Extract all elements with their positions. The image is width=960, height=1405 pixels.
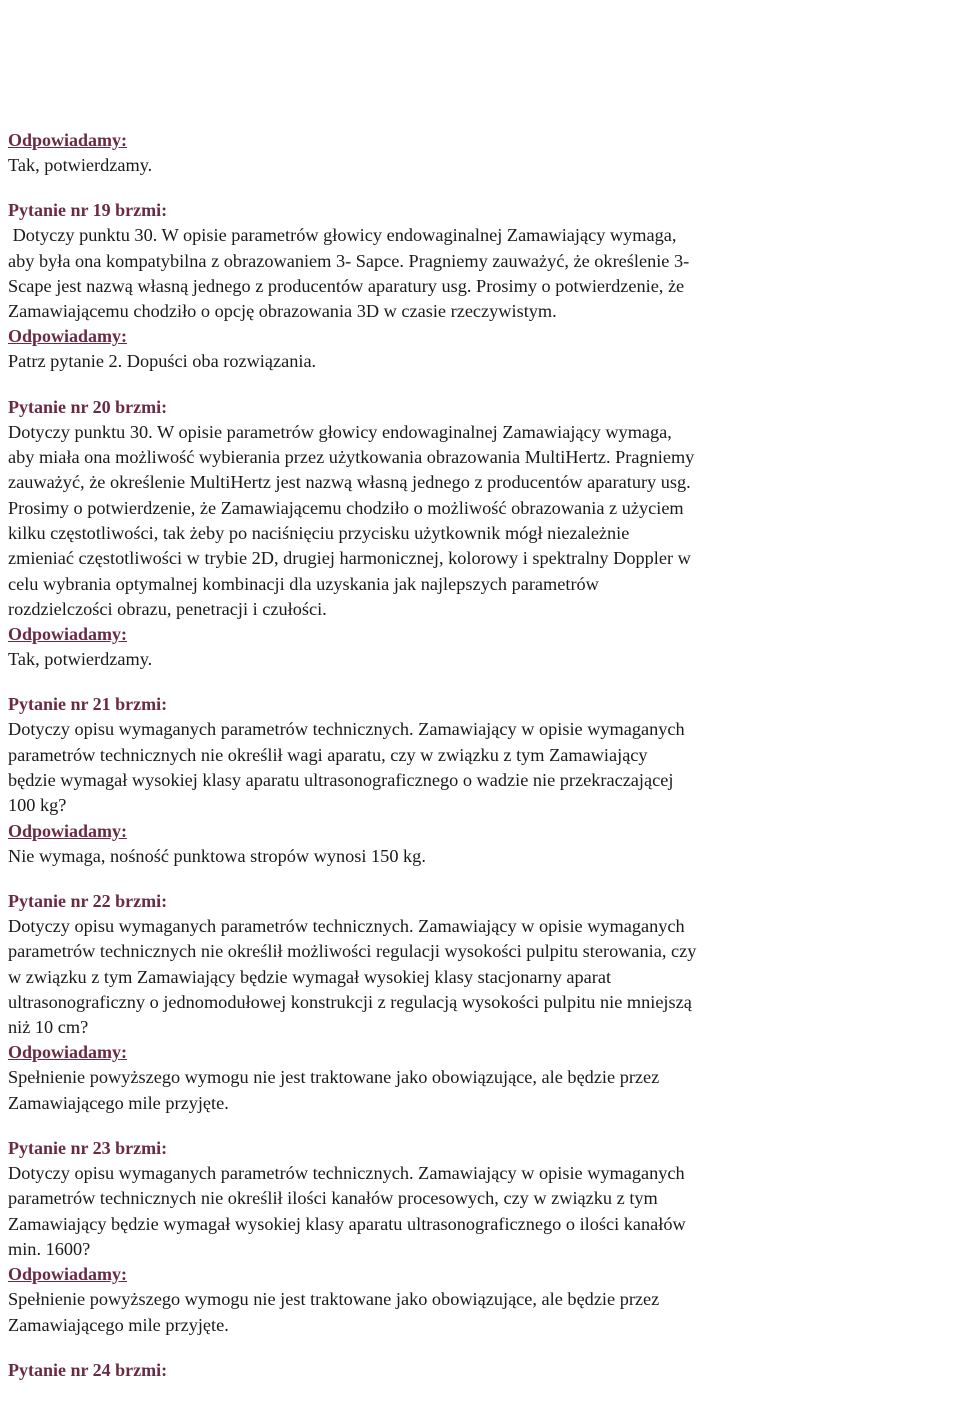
- question-line: w związku z tym Zamawiający będzie wymagał wysokiej klasy stacjonarny aparat: [8, 966, 612, 987]
- question-line: Dotyczy opisu wymaganych parametrów technicznych. Zamawiający w opisie wymaganych: [8, 1163, 685, 1184]
- question-block-20: [8, 395, 848, 673]
- question-label: Pytanie nr 22 brzmi:: [8, 890, 168, 911]
- question-label: Pytanie nr 23 brzmi:: [8, 1138, 168, 1159]
- question-line: Dotyczy opisu wymaganych parametrów technicznych. Zamawiający w opisie wymaganych: [8, 915, 685, 936]
- question-block-23: [8, 1136, 848, 1338]
- question-label: Pytanie nr 21 brzmi:: [8, 694, 168, 715]
- question-line: rozdzielczości obrazu, penetracji i czułości.: [8, 598, 327, 619]
- answer-label: Odpowiadamy:: [8, 624, 128, 645]
- answer-label: Odpowiadamy:: [8, 1042, 128, 1063]
- answer-text: Tak, potwierdzamy.: [8, 155, 153, 175]
- question-block-19: [8, 198, 848, 374]
- answer-text: Zamawiającego mile przyjęte.: [8, 1314, 229, 1335]
- answer-text: Zamawiającego mile przyjęte.: [8, 1092, 229, 1113]
- answer-label: Odpowiadamy:: [8, 1264, 128, 1285]
- answer-text: Tak, potwierdzamy.: [8, 649, 153, 670]
- answer-text: Nie wymaga, nośność punktowa stropów wynosi 150 kg.: [8, 845, 426, 866]
- question-block-21: [8, 692, 848, 868]
- question-line: Dotyczy punktu 30. W opisie parametrów głowicy endowaginalnej Zamawiający wymaga,: [8, 421, 672, 442]
- question-line: ultrasonograficzny o jednomodułowej konstrukcji z regulacją wysokości pulpitu nie mniejszą: [8, 991, 692, 1012]
- question-label: Pytanie nr 19 brzmi:: [8, 200, 168, 221]
- question-block-22: [8, 889, 848, 1116]
- question-line: Dotyczy punktu 30. W opisie parametrów głowicy endowaginalnej Zamawiający wymaga,: [8, 225, 677, 246]
- question-line: parametrów technicznych nie określił wagi aparatu, czy w związku z tym Zamawiający: [8, 744, 648, 765]
- answer-label: Odpowiadamy:: [8, 820, 128, 841]
- question-line: celu wybrania optymalnej kombinacji dla uzyskania jak najlepszych parametrów: [8, 573, 599, 594]
- answer-label: Odpowiadamy:: [8, 326, 128, 347]
- question-line: zauważyć, że określenie MultiHertz jest nazwą własną jednego z producentów aparatury usg.: [8, 472, 691, 493]
- document-page: [8, 128, 848, 1403]
- question-label: Pytanie nr 24 brzmi:: [8, 1359, 168, 1380]
- question-line: niż 10 cm?: [8, 1017, 89, 1038]
- question-line: min. 1600?: [8, 1238, 91, 1259]
- question-line: będzie wymagał wysokiej klasy aparatu ultrasonograficznego o wadzie nie przekraczającej: [8, 770, 674, 791]
- question-line: Dotyczy opisu wymaganych parametrów technicznych. Zamawiający w opisie wymaganych: [8, 719, 685, 740]
- answer-text: Spełnienie powyższego wymogu nie jest traktowane jako obowiązujące, ale będzie przez: [8, 1067, 660, 1088]
- question-line: Zamawiającemu chodziło o opcję obrazowania 3D w czasie rzeczywistym.: [8, 301, 557, 322]
- question-line: kilku częstotliwości, tak żeby po naciśnięciu przycisku użytkownik mógł niezależnie: [8, 522, 630, 543]
- question-line: Prosimy o potwierdzenie, że Zamawiającemu chodziło o możliwość obrazowania z użyciem: [8, 497, 684, 518]
- question-line: Scape jest nazwą własną jednego z producentów aparatury usg. Prosimy o potwierdzenie, że: [8, 275, 685, 296]
- question-block-24: [8, 1358, 848, 1383]
- question-line: parametrów technicznych nie określił ilości kanałów procesowych, czy w związku z tym: [8, 1188, 658, 1209]
- answer-text: Spełnienie powyższego wymogu nie jest traktowane jako obowiązujące, ale będzie przez: [8, 1289, 660, 1310]
- question-line: Zamawiający będzie wymagał wysokiej klasy aparatu ultrasonograficznego o ilości kanałów: [8, 1213, 686, 1234]
- question-line: aby miała ona możliwość wybierania przez użytkowania obrazowania MultiHertz. Pragniemy: [8, 447, 695, 468]
- answer-text: Patrz pytanie 2. Dopuści oba rozwiązania.: [8, 351, 317, 372]
- question-line: 100 kg?: [8, 795, 67, 816]
- question-line: parametrów technicznych nie określił możliwości regulacji wysokości pulpitu sterowania, czy: [8, 941, 697, 962]
- intro-answer-block: [8, 128, 848, 178]
- question-line: zmieniać częstotliwości w trybie 2D, drugiej harmonicznej, kolorowy i spektralny Doppler w: [8, 548, 691, 569]
- question-label: Pytanie nr 20 brzmi:: [8, 396, 168, 417]
- question-line: aby była ona kompatybilna z obrazowaniem 3- Sapce. Pragniemy zauważyć, że określenie 3-: [8, 250, 690, 271]
- answer-label: Odpowiadamy:: [8, 130, 128, 150]
